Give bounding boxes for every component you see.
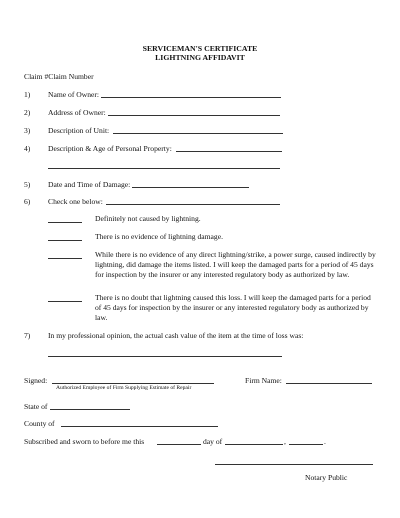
personal-property-field[interactable] [176, 151, 282, 152]
item-number-6: 6) [24, 197, 31, 206]
item-number-1: 1) [24, 90, 31, 99]
sworn-year-field[interactable] [289, 444, 323, 445]
firm-name-field[interactable] [286, 383, 372, 384]
check-one-label: Check one below: [48, 197, 103, 206]
personal-property-field-line-2[interactable] [48, 168, 280, 169]
sworn-day-field[interactable] [157, 444, 201, 445]
state-of-label: State of [24, 402, 48, 411]
address-of-owner-field[interactable] [108, 115, 280, 116]
check-one-field[interactable] [106, 204, 280, 205]
option-text-power-surge: While there is no evidence of any direct lightning/strike, a power surge, caused indirectly by lightning, did damage the items listed. I will keep the damaged parts for a period of 45 days for inspection by the insurer or any interested regulatory body as authorized by law. [95, 250, 376, 280]
option-text-lightning-caused: There is no doubt that lightning caused this loss. I will keep the damaged parts for a period of 45 days for inspection by the insurer or any interested regulatory body as authorized by law. [95, 293, 371, 323]
sworn-comma: , [284, 437, 286, 446]
name-of-owner-field[interactable] [101, 97, 281, 98]
date-time-of-damage-field[interactable] [132, 187, 249, 188]
claim-number: Claim #Claim Number [24, 72, 94, 81]
county-of-field[interactable] [61, 426, 218, 427]
address-of-owner-label: Address of Owner: [48, 108, 106, 117]
option-text-not-lightning: Definitely not caused by lightning. [95, 214, 201, 223]
cash-value-field[interactable] [48, 356, 282, 357]
name-of-owner-label: Name of Owner: [48, 90, 100, 99]
notary-public-label: Notary Public [305, 473, 348, 482]
option-checkbox-no-evidence[interactable] [48, 240, 82, 241]
signed-label: Signed: [24, 376, 48, 385]
date-time-of-damage-label: Date and Time of Damage: [48, 180, 131, 189]
item-number-2: 2) [24, 108, 31, 117]
form-subtitle: LIGHTNING AFFIDAVIT [155, 53, 245, 62]
description-of-unit-field[interactable] [113, 133, 283, 134]
signature-caption: Authorized Employee of Firm Supplying Estimate of Repair [56, 385, 192, 391]
item-number-7: 7) [24, 331, 31, 340]
item-number-3: 3) [24, 126, 31, 135]
day-of-label: day of [203, 437, 223, 446]
item-number-5: 5) [24, 180, 31, 189]
cash-value-label: In my professional opinion, the actual cash value of the item at the time of loss was: [48, 331, 304, 340]
option-checkbox-lightning-caused[interactable] [48, 301, 82, 302]
option-checkbox-power-surge[interactable] [48, 258, 82, 259]
firm-name-label: Firm Name: [245, 376, 282, 385]
signature-field[interactable] [52, 383, 214, 384]
state-of-field[interactable] [50, 409, 130, 410]
personal-property-label: Description & Age of Personal Property: [48, 144, 172, 153]
item-number-4: 4) [24, 144, 31, 153]
form-title: SERVICEMAN'S CERTIFICATE [142, 44, 258, 53]
option-checkbox-not-lightning[interactable] [48, 222, 82, 223]
sworn-period: . [324, 437, 326, 446]
description-of-unit-label: Description of Unit: [48, 126, 110, 135]
notary-signature-field[interactable] [215, 464, 373, 465]
sworn-statement-label: Subscribed and sworn to before me this [24, 437, 145, 446]
county-of-label: County of [24, 419, 55, 428]
sworn-month-field[interactable] [225, 444, 283, 445]
option-text-no-evidence: There is no evidence of lightning damage. [95, 232, 223, 241]
